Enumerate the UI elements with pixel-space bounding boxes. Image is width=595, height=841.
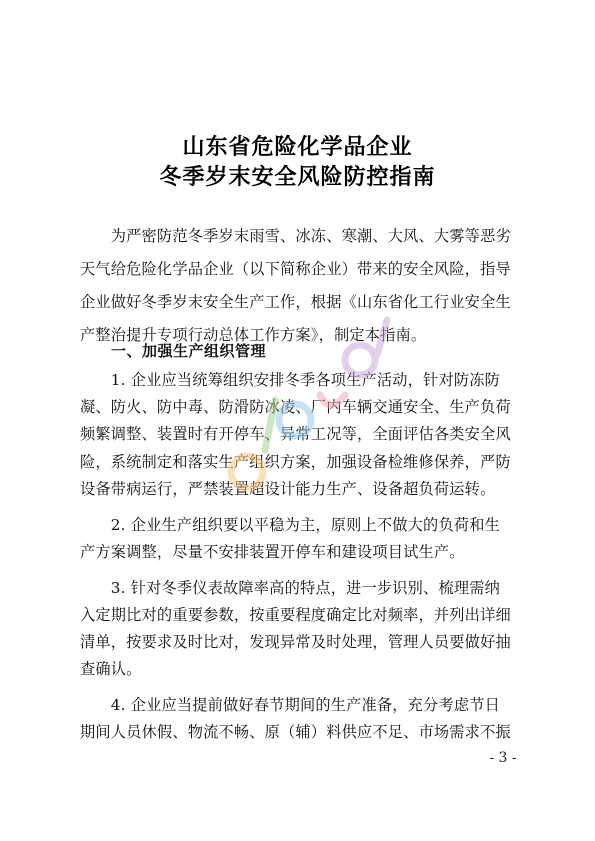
body-line: 3. 针对冬季仪表故障率高的特点，进一步识别、梳理需纳 [80, 579, 500, 597]
section-heading: 一、加强生产组织管理 [80, 342, 267, 360]
body-line: 险，系统制定和落实生产组织方案，加强设备检维修保养，严防 [80, 453, 511, 471]
body-line: 期间人员休假、物流不畅、原（辅）料供应不足、市场需求不振 [80, 723, 511, 741]
cloud-watermark [195, 300, 415, 520]
body-line: 企业做好冬季岁末安全生产工作，根据《山东省化工行业安全生 [80, 293, 511, 311]
document-title-line-1: 山东省危险化学品企业 [182, 134, 413, 160]
body-line: 天气给危险化学品企业（以下简称企业）带来的安全风险，指导 [80, 260, 511, 278]
body-line: 1. 企业应当统筹组织安排冬季各项生产活动，针对防冻防 [80, 371, 500, 389]
body-line: 查确认。 [80, 660, 142, 678]
body-line: 设备带病运行，严禁装置超设计能力生产、设备超负荷运转。 [80, 480, 496, 498]
body-line: 凝、防火、防中毒、防滑防冰凌、厂内车辆交通安全、生产负荷 [80, 398, 511, 416]
body-line: 2. 企业生产组织要以平稳为主，原则上不做大的负荷和生 [80, 516, 500, 534]
watermark-graphic [195, 300, 415, 520]
body-line: 频繁调整、装置时有开停车、异常工况等，全面评估各类安全风 [80, 425, 511, 443]
body-line: 清单，按要求及时比对，发现异常及时处理，管理人员要做好抽 [80, 633, 511, 651]
document-title-line-2: 冬季岁末安全风险防控指南 [159, 164, 436, 190]
body-line: 产方案调整，尽量不安排装置开停车和建设项目试生产。 [80, 543, 465, 561]
body-line: 为严密防范冬季岁末雨雪、冰冻、寒潮、大风、大雾等恶劣 [80, 227, 511, 245]
body-line: 入定期比对的重要参数，按重要程度确定比对频率，并列出详细 [80, 606, 511, 624]
body-line: 4. 企业应当提前做好春节期间的生产准备，充分考虑节日 [80, 696, 500, 714]
body-line: 产整治提升专项行动总体工作方案》，制定本指南。 [80, 326, 427, 344]
page-number: - 3 - [489, 750, 517, 766]
